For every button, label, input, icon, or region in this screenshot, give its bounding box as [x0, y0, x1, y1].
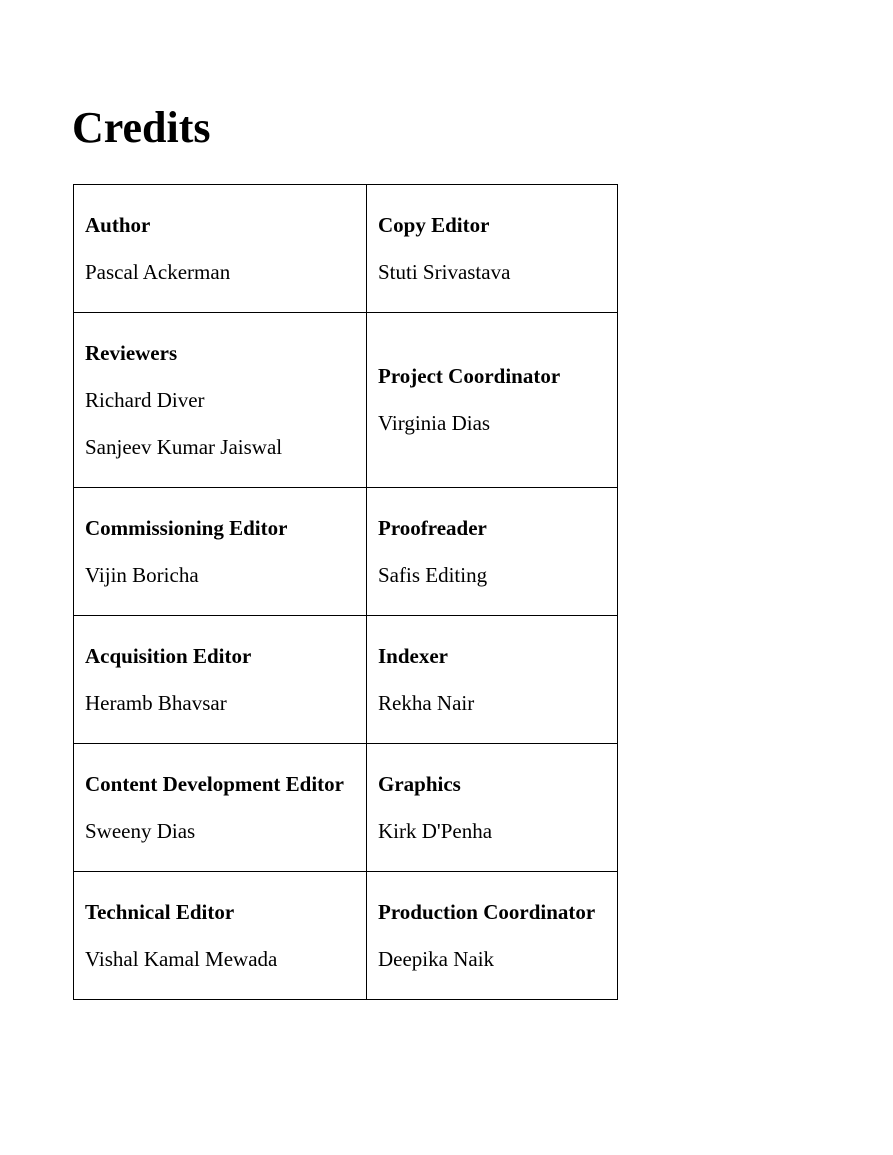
credit-name: Rekha Nair	[378, 690, 475, 715]
credit-role: Project Coordinator	[378, 364, 561, 388]
credit-name: Stuti Srivastava	[378, 259, 511, 284]
credit-role: Reviewers	[85, 340, 178, 365]
credit-role: Indexer	[378, 643, 448, 668]
credit-name: Pascal Ackerman	[85, 259, 231, 284]
table-row	[74, 488, 618, 616]
credit-name: Safis Editing	[378, 562, 488, 587]
credit-cell	[367, 185, 618, 313]
table-row	[74, 185, 618, 313]
credit-cell	[74, 872, 367, 1000]
page-title: Credits	[72, 103, 211, 152]
table-row	[74, 872, 618, 1000]
credit-name: Kirk D'Penha	[378, 818, 493, 843]
credit-role: Graphics	[378, 771, 461, 796]
table-row	[74, 616, 618, 744]
credit-role: Commissioning Editor	[85, 515, 288, 540]
credit-cell	[367, 616, 618, 744]
table-row	[74, 313, 618, 488]
credit-cell	[74, 313, 367, 488]
credit-name: Vishal Kamal Mewada	[85, 946, 278, 971]
credit-name: Sanjeev Kumar Jaiswal	[85, 434, 283, 459]
credit-name: Richard Diver	[85, 387, 205, 412]
credit-role: Proofreader	[378, 515, 487, 540]
credit-cell	[74, 744, 367, 872]
credit-cell	[367, 313, 618, 488]
credit-cell	[74, 488, 367, 616]
credit-cell	[367, 872, 618, 1000]
credit-cell	[367, 488, 618, 616]
credit-cell	[74, 185, 367, 313]
credit-role: Author	[85, 212, 151, 237]
credit-cell	[367, 744, 618, 872]
credit-cell	[74, 616, 367, 744]
credit-role: Production Coordinator	[378, 899, 596, 924]
credit-name: Sweeny Dias	[85, 818, 196, 843]
credit-name: Virginia Dias	[378, 411, 491, 435]
credit-name: Deepika Naik	[378, 946, 495, 971]
credits-table	[73, 184, 618, 1000]
credit-role: Content Development Editor	[85, 771, 344, 796]
credit-role: Acquisition Editor	[85, 643, 252, 668]
credit-name: Heramb Bhavsar	[85, 690, 227, 715]
credit-name: Vijin Boricha	[85, 562, 199, 587]
table-row	[74, 744, 618, 872]
credit-role: Copy Editor	[378, 212, 490, 237]
credit-role: Technical Editor	[85, 899, 235, 924]
